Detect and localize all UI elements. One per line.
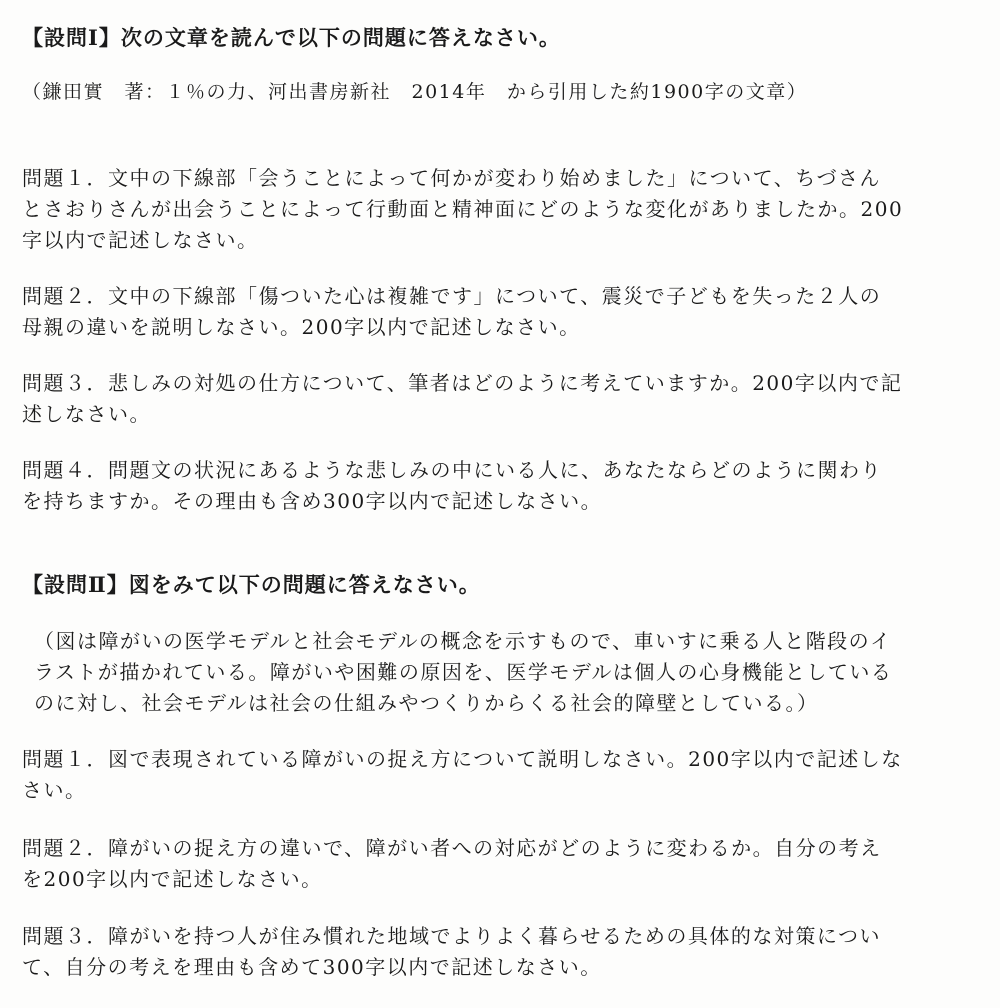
section-2-question-2	[22, 833, 972, 895]
question-line: 問題４．問題文の状況にあるような悲しみの中にいる人に、あなたならどのように関わり	[22, 458, 882, 482]
question-line: 字以内で記述しなさい。	[22, 228, 259, 252]
section-1-heading	[22, 22, 972, 53]
section-2-heading-text: 【設問Ⅱ】図をみて以下の問題に答えなさい。	[22, 572, 481, 597]
section-1-heading-text: 【設問Ⅰ】次の文章を読んで以下の問題に答えなさい。	[22, 25, 561, 50]
section-2-question-3	[22, 921, 972, 983]
note-line: （図は障がいの医学モデルと社会モデルの概念を示すもので、車いすに乗る人と階段のイ	[34, 629, 892, 653]
question-line: 問題３．障がいを持つ人が住み慣れた地域でよりよく暮らせるための具体的な対策につい	[22, 924, 881, 948]
question-line: 問題３．悲しみの対処の仕方について、筆者はどのように考えていますか。200字以内で記	[22, 371, 903, 395]
section-2-question-1	[22, 744, 972, 806]
question-line: 述しなさい。	[22, 402, 151, 426]
question-line: 問題１．図で表現されている障がいの捉え方について説明しなさい。200字以内で記述しな	[22, 747, 903, 771]
section-1-question-1	[22, 163, 972, 256]
question-line: て、自分の考えを理由も含めて300字以内で記述しなさい。	[22, 955, 602, 979]
note-line: ラストが描かれている。障がいや困難の原因を、医学モデルは個人の心身機能としている	[34, 660, 893, 684]
question-line: 母親の違いを説明しなさい。200字以内で記述しなさい。	[22, 315, 581, 339]
section-2-heading	[22, 569, 972, 600]
section-1-question-3	[22, 368, 972, 430]
question-line: を200字以内で記述しなさい。	[22, 867, 323, 891]
note-line: のに対し、社会モデルは社会の仕組みやつくりからくる社会的障壁としている。）	[34, 691, 819, 715]
question-line: を持ちますか。その理由も含め300字以内で記述しなさい。	[22, 489, 603, 513]
section-1-source	[22, 77, 972, 108]
question-line: さい。	[22, 778, 87, 802]
question-line: 問題１．文中の下線部「会うことによって何かが変わり始めました」について、ちづさん	[22, 166, 881, 190]
section-1-question-4	[22, 455, 972, 517]
question-line: とさおりさんが出会うことによって行動面と精神面にどのような変化がありましたか。200	[22, 197, 904, 221]
section-2-note	[22, 626, 984, 719]
section-1-source-text: （鎌田實 著：１％の力、河出書房新社 2014年 から引用した約1900字の文章）	[22, 81, 808, 103]
question-line: 問題２．障がいの捉え方の違いで、障がい者への対応がどのように変わるか。自分の考え	[22, 836, 882, 860]
section-1-question-2	[22, 281, 972, 343]
question-line: 問題２．文中の下線部「傷ついた心は複雑です」について、震災で子どもを失った２人の	[22, 284, 882, 308]
